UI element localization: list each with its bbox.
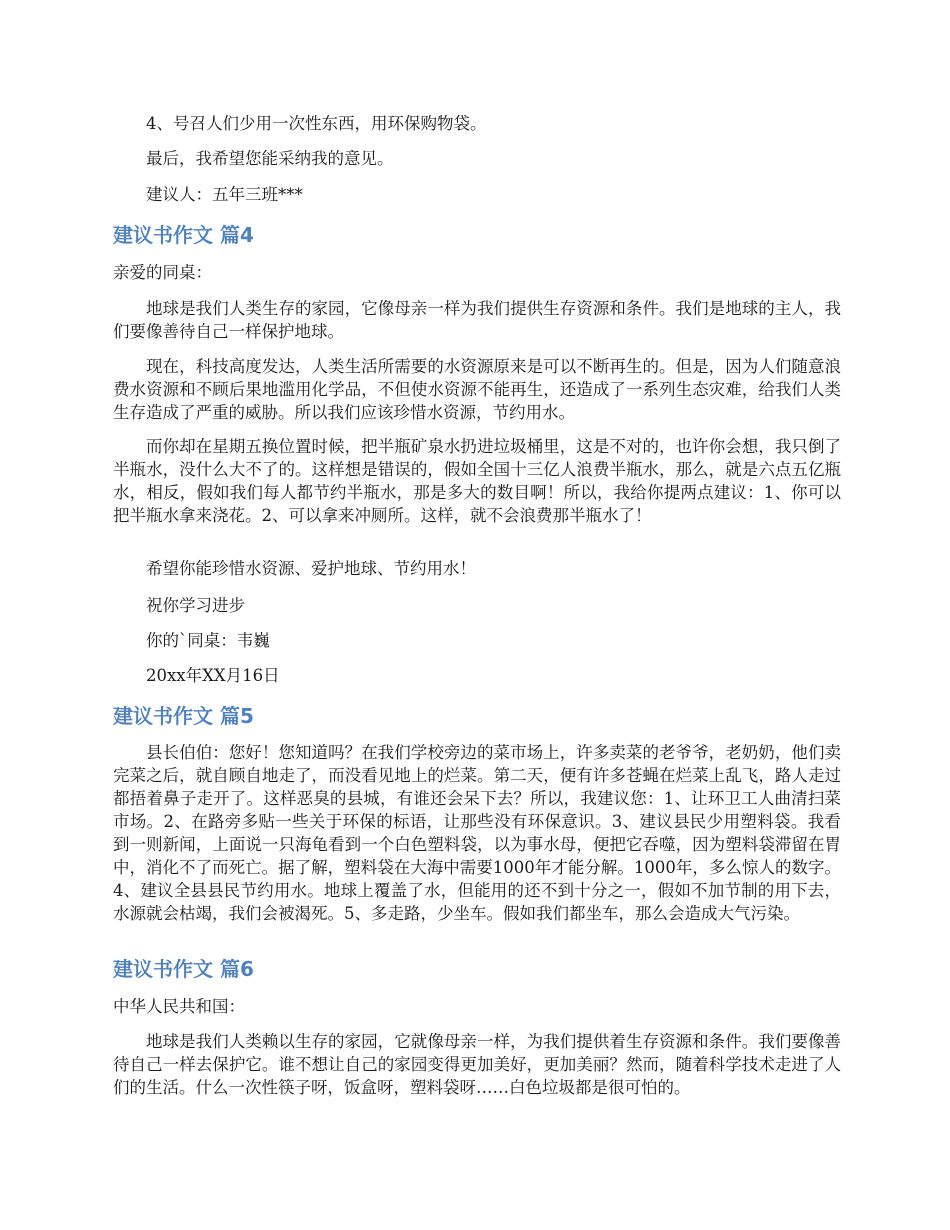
section-heading: 建议书作文 篇4 [113, 223, 254, 247]
section-heading: 建议书作文 篇6 [113, 957, 254, 981]
paragraph: 地球是我们人类生存的家园，它像母亲一样为我们提供生存资源和条件。我们是地球的主人，我们要像善待自己一样保护地球。 [113, 299, 841, 341]
signature-line: 你的`同桌：韦巍 [146, 631, 270, 650]
paragraph: 现在，科技高度发达，人类生活所需要的水资源原来是可以不断再生的。但是，因为人们随意浪费水资源和不顾后果地滥用化学品，不但使水资源不能再生，还造成了一系列生态灾难，给我们人类生存造成了严重的威胁。所以我们应该珍惜水资源，节约用水。 [113, 357, 841, 422]
paragraph: 希望你能珍惜水资源、爱护地球、节约用水！ [146, 559, 476, 578]
paragraph: 县长伯伯：您好！您知道吗？在我们学校旁边的菜市场上，许多卖菜的老爷爷，老奶奶，他们卖完菜之后，就自顾自地走了，而没看见地上的烂菜。第二天，便有许多苍蝇在烂菜上乱飞，路人走过都捂着鼻子走开了。这样恶臭的县城，有谁还会呆下去？所以，我建议您：1、让环卫工人曲清扫菜市场。2、在路旁多贴一些关于环保的标语，让那些没有环保意识。3、建议县民少用塑料袋。我看到一则新闻，上面说一只海龟看到一个白色塑料袋，以为事水母，便把它吞噬，因为塑料袋滞留在胃中，消化不了而死亡。据了解，塑料袋在大海中需要1000年才能分解。1000年，多么惊人的数字。4、建议全县县民节约用水。地球上覆盖了水，但能用的还不到十分之一，假如不加节制的用下去，水源就会枯竭，我们会被渴死。5、多走路，少坐车。假如我们都坐车，那么会造成大气污染。 [113, 743, 841, 923]
section-heading: 建议书作文 篇5 [113, 704, 254, 728]
paragraph: 4、号召人们少用一次性东西，用环保购物袋。 [146, 114, 487, 133]
date-line: 20xx年XX月16日 [146, 666, 280, 685]
paragraph: 地球是我们人类赖以生存的家园，它就像母亲一样，为我们提供着生存资源和条件。我们要像善待自己一样去保护它。谁不想让自己的家园变得更加美好，更加美丽？然而，随着科学技术走进了人们的生活。什么一次性筷子呀，饭盒呀，塑料袋呀……白色垃圾都是很可怕的。 [113, 1032, 841, 1097]
salutation: 亲爱的同桌： [113, 263, 212, 282]
paragraph: 而你却在星期五换位置时候，把半瓶矿泉水扔进垃圾桶里，这是不对的，也许你会想，我只倒了半瓶水，没什么大不了的。这样想是错误的，假如全国十三亿人浪费半瓶水，那么，就是六点五亿瓶水，相反，假如我们每人都节约半瓶水，那是多大的数目啊！所以，我给你提两点建议：1、你可以把半瓶水拿来浇花。2、可以拿来冲厕所。这样，就不会浪费那半瓶水了！ [113, 437, 841, 525]
salutation: 中华人民共和国： [113, 997, 245, 1016]
paragraph: 祝你学习进步 [146, 596, 245, 615]
paragraph: 最后，我希望您能采纳我的意见。 [146, 149, 394, 168]
signature-line: 建议人：五年三班*** [146, 185, 303, 204]
